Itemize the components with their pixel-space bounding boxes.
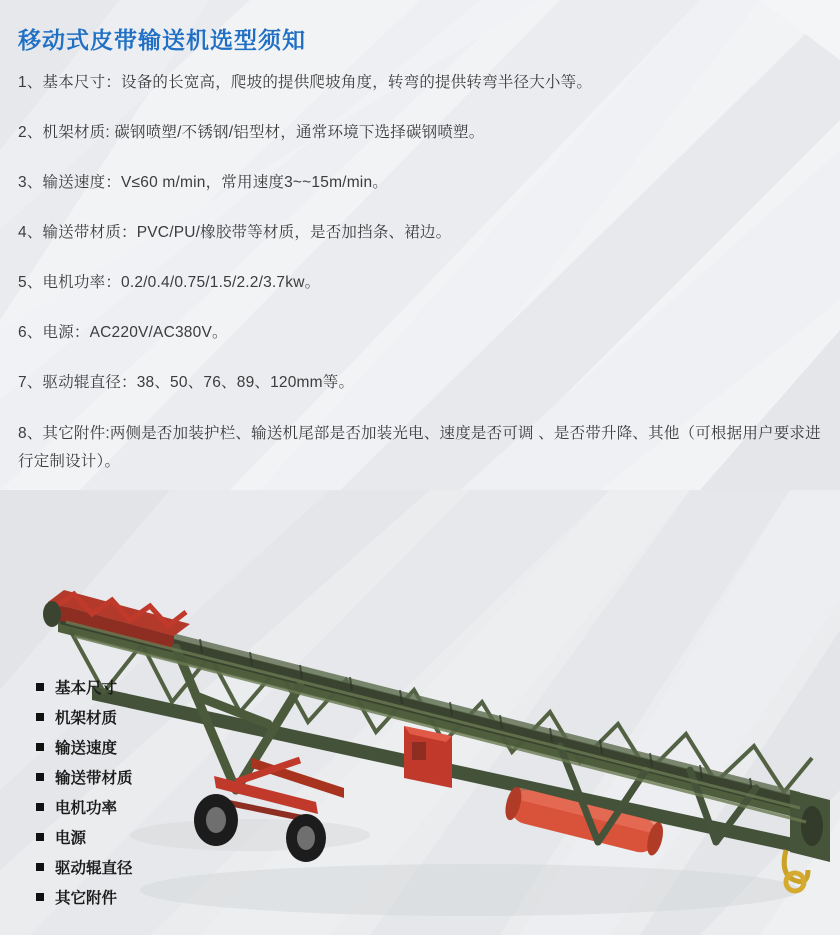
list-item-label: 电源 (55, 830, 87, 847)
page-title: 移动式皮带输送机选型须知 (18, 27, 306, 53)
bullet-square-icon (36, 803, 44, 811)
bullet-square-icon (36, 893, 44, 901)
list-item (36, 672, 256, 702)
bullet-square-icon (36, 863, 44, 871)
list-item-label: 输送速度 (55, 740, 118, 757)
spec-paragraph: 1、基本尺寸：设备的长宽高，爬坡的提供爬坡角度，转弯的提供转弯半径大小等。 (18, 74, 593, 91)
list-item-label: 驱动辊直径 (55, 860, 133, 877)
list-item (36, 882, 256, 912)
list-item-label: 机架材质 (55, 710, 118, 727)
list-item-label: 其它附件 (55, 890, 118, 907)
bullet-square-icon (36, 683, 44, 691)
spec-paragraph: 7、驱动辊直径：38、50、76、89、120mm等。 (18, 374, 355, 391)
spec-paragraph-list (18, 70, 824, 490)
spec-paragraph: 5、电机功率：0.2/0.4/0.75/1.5/2.2/3.7kw。 (18, 274, 321, 291)
list-item (36, 792, 256, 822)
spec-paragraph: 8、其它附件:两侧是否加装护栏、输送机尾部是否加装光电、速度是否可调 、是否带升降、其他（可根据用户要求进行定制设计）。 (18, 425, 821, 470)
list-item (36, 762, 256, 792)
spec-paragraph: 3、输送速度：V≤60 m/min，常用速度3~~15m/min。 (18, 174, 388, 191)
spec-paragraph: 6、电源：AC220V/AC380V。 (18, 324, 228, 341)
bullet-square-icon (36, 833, 44, 841)
spec-paragraph: 4、输送带材质：PVC/PU/橡胶带等材质，是否加挡条、裙边。 (18, 224, 452, 241)
list-item (36, 822, 256, 852)
bullet-square-icon (36, 773, 44, 781)
list-item (36, 702, 256, 732)
list-item-label: 基本尺寸 (55, 680, 118, 697)
bullet-square-icon (36, 713, 44, 721)
bullet-square-icon (36, 743, 44, 751)
list-item-label: 电机功率 (55, 800, 118, 817)
feature-bullet-list (36, 672, 256, 912)
list-item (36, 852, 256, 882)
spec-paragraph: 2、机架材质: 碳钢喷塑/不锈钢/铝型材，通常环境下选择碳钢喷塑。 (18, 124, 485, 141)
list-item-label: 输送带材质 (55, 770, 133, 787)
list-item (36, 732, 256, 762)
product-photo (0, 490, 840, 935)
